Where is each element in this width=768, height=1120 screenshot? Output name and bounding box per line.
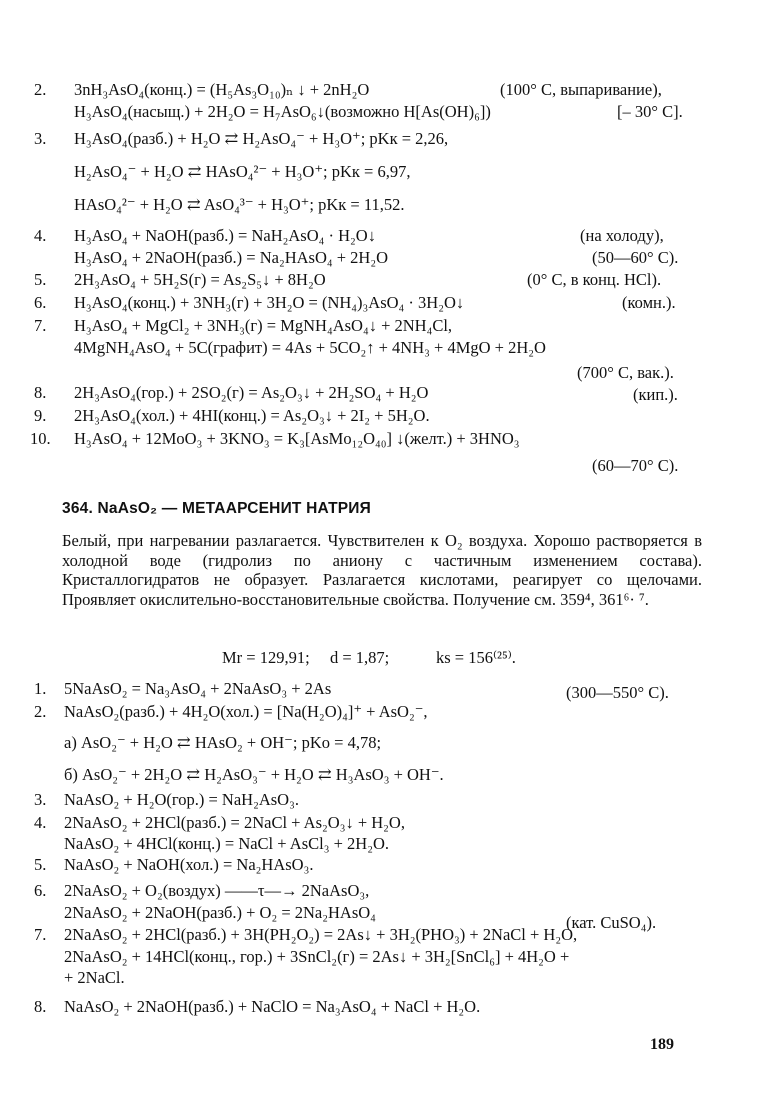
solubility: ks = 156⁽²⁵⁾. [436,648,516,667]
item-number: 9. [34,406,47,425]
equation-line: NaAsO₂ + H₂O(гор.) = NaH₂AsO₃. [64,790,299,809]
item-number: 5. [34,270,47,289]
equation-line: H₃AsO₄(насыщ.) + 2H₂O = H₇AsO₆↓(возможно H[As(OH)₆]) [74,102,491,121]
equation-line: а) AsO₂⁻ + H₂O ⇄ HAsO₂ + OH⁻; pKо = 4,78; [64,733,382,752]
item-number: 6. [34,293,47,312]
equation-line: H₃AsO₄ + 2NaOH(разб.) = Na₂HAsO₄ + 2H₂O [74,248,389,267]
equation-line: H₃AsO₄ + MgCl₂ + 3NH₃(г) = MgNH₄AsO₄↓ + 2NH₄Cl, [74,316,453,335]
equation-line: H₃AsO₄(конц.) + 3NH₃(г) + 3H₂O = (NH₄)₃AsO₄ · 3H₂O↓ [74,293,465,312]
item-number: 4. [34,813,47,832]
equation-line: 2NaAsO₂ + 2HCl(разб.) = 2NaCl + As₂O₃↓ + H₂O, [64,813,405,832]
density: d = 1,87; [330,648,390,667]
item-number: 10. [30,429,51,448]
item-number: 1. [34,679,47,698]
condition: (300—550° С). [566,683,669,702]
equation-line: + 2NaCl. [64,968,125,987]
item-number: 5. [34,855,47,874]
equation-line: NaAsO₂(разб.) + 4H₂O(хол.) = [Na(H₂O)₄]⁺ + AsO₂⁻, [64,702,428,721]
equation-line: 2H₃AsO₄ + 5H₂S(г) = As₂S₅↓ + 8H₂O [74,270,326,289]
equation-line: 2NaAsO₂ + O₂(воздух) ——τ—→ 2NaAsO₃, [64,881,370,900]
section-heading: 364. NaAsO₂ — МЕТААРСЕНИТ НАТРИЯ [62,500,371,517]
condition: (кат. CuSO₄). [566,913,657,932]
condition: (0° С, в конц. HCl). [527,270,662,289]
condition: [– 30° С]. [617,102,683,121]
equation-line: 2NaAsO₂ + 2NaOH(разб.) + O₂ = 2Na₂HAsO₄ [64,903,376,922]
item-number: 6. [34,881,47,900]
equation-line: H₃AsO₄ + NaOH(разб.) = NaH₂AsO₄ · H₂O↓ [74,226,376,245]
item-number: 4. [34,226,47,245]
equation-line: 5NaAsO₂ = Na₃AsO₄ + 2NaAsO₃ + 2As [64,679,332,698]
item-number: 2. [34,702,47,721]
equation-line: 2H₃AsO₄(хол.) + 4HI(конц.) = As₂O₃↓ + 2I₂ + 5H₂O. [74,406,430,425]
equation-line: 3nH₃AsO₄(конц.) = (H₅As₃O₁₀)ₙ ↓ + 2nH₂O [74,80,370,99]
item-number: 3. [34,129,47,148]
item-number: 8. [34,383,47,402]
equation-line: H₃AsO₄ + 12MoO₃ + 3KNO₃ = K₃[AsMo₁₂O₄₀] ↓(желт.) + 3HNO₃ [74,429,520,448]
condition: (кип.). [633,385,678,404]
equation-line: NaAsO₂ + 4HCl(конц.) = NaCl + AsCl₃ + 2H₂O. [64,834,389,853]
equation-line: б) AsO₂⁻ + 2H₂O ⇄ H₂AsO₃⁻ + H₂O ⇄ H₃AsO₃ + OH⁻. [64,765,444,784]
condition: (100° С, выпаривание), [500,80,662,99]
item-number: 7. [34,316,47,335]
equation-line: NaAsO₂ + NaOH(хол.) = Na₂HAsO₃. [64,855,314,874]
description-paragraph: Белый, при нагревании разлагается. Чувствителен к O₂ воздуха. Хорошо растворяется в холодной воде (гидролиз по аниону с частичным изменением состава). Кристаллогидратов не образует. Разлагается кислотами, реагирует со щелочами. Проявляет окислительно-восстановительные свойства. Получение см. 359⁴, 361⁶· ⁷. [62,531,702,609]
equation-line: HAsO₄²⁻ + H₂O ⇄ AsO₄³⁻ + H₃O⁺; pKк = 11,52. [74,195,405,214]
item-number: 7. [34,925,47,944]
condition: (комн.). [622,293,676,312]
item-number: 3. [34,790,47,809]
condition: (60—70° С). [592,456,679,475]
molar-mass: Mr = 129,91; [222,648,310,667]
condition: (50—60° С). [592,248,679,267]
equation-line: NaAsO₂ + 2NaOH(разб.) + NaClO = Na₃AsO₄ + NaCl + H₂O. [64,997,481,1016]
item-number: 2. [34,80,47,99]
page-number: 189 [650,1036,674,1053]
condition: (700° С, вак.). [577,363,674,382]
equation-line: 2H₃AsO₄(гор.) + 2SO₂(г) = As₂O₃↓ + 2H₂SO₄ + H₂O [74,383,429,402]
condition: (на холоду), [580,226,664,245]
equation-line: 2NaAsO₂ + 2HCl(разб.) + 3H(PH₂O₂) = 2As↓ + 3H₂(PHO₃) + 2NaCl + H₂O, [64,925,578,944]
item-number: 8. [34,997,47,1016]
equation-line: H₃AsO₄(разб.) + H₂O ⇄ H₂AsO₄⁻ + H₃O⁺; pKк = 2,26, [74,129,449,148]
equation-line: H₂AsO₄⁻ + H₂O ⇄ HAsO₄²⁻ + H₃O⁺; pKк = 6,97, [74,162,411,181]
equation-line: 2NaAsO₂ + 14HCl(конц., гор.) + 3SnCl₂(г) = 2As↓ + 3H₂[SnCl₆] + 4H₂O + [64,947,570,966]
equation-line: 4MgNH₄AsO₄ + 5C(графит) = 4As + 5CO₂↑ + 4NH₃ + 4MgO + 2H₂O [74,338,546,357]
